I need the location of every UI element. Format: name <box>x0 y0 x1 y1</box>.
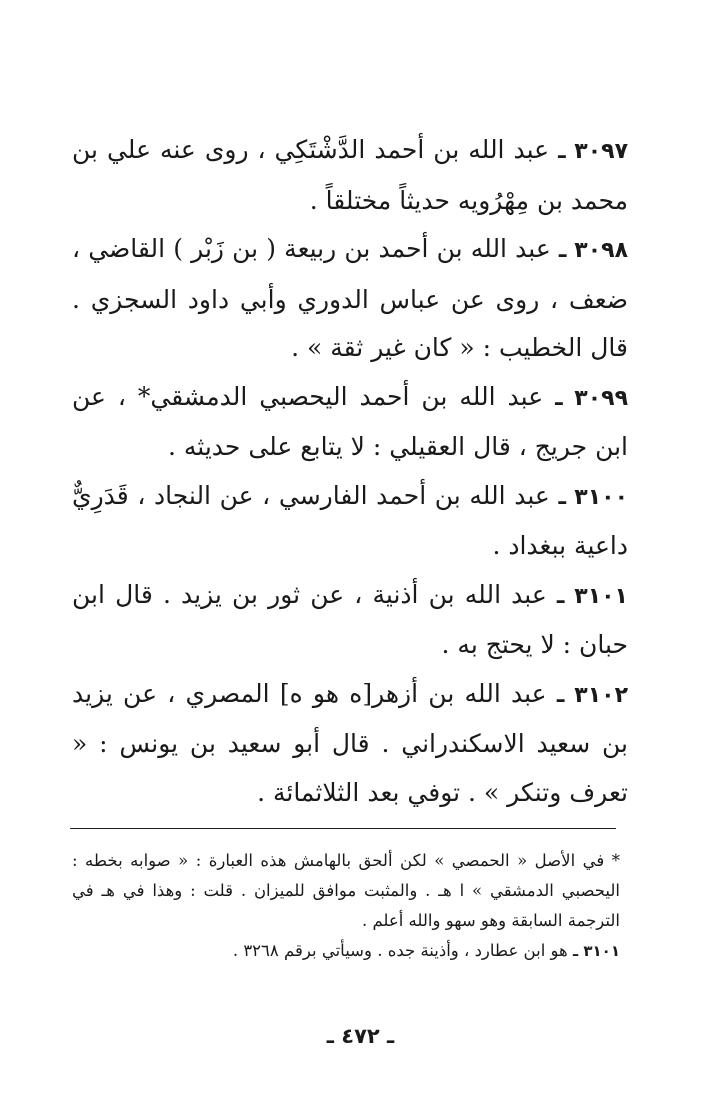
entry-3099 <box>72 373 628 472</box>
footnote-number: ٣١٠١ ـ <box>573 942 620 960</box>
entry-text: عبد الله بن أحمد الدَّشْتَكِي ، روى عنه علي بن محمد بن مِهْرُويه حديثاً مختلقاً . <box>72 135 628 215</box>
entry-number: ٣٠٩٩ ـ <box>555 385 628 411</box>
entry-number: ٣٠٩٨ ـ <box>558 238 629 263</box>
entry-text: عبد الله بن أحمد الفارسي ، عن النجاد ، قَدَرِيٌّ داعية ببغداد . <box>72 480 628 560</box>
footnote-3101 <box>72 936 620 966</box>
entry-text: عبد الله بن أحمد اليحصبي الدمشقي* ، عن ابن جريج ، قال العقيلي : لا يتابع على حديثه . <box>72 381 628 461</box>
entry-3098 <box>72 225 628 373</box>
entry-text: عبد الله بن أحمد بن ربيعة ( بن زَبْر ) القاضي ، ضعف ، روى عن عباس الدوري وأبي داود السجزي . قال الخطيب : « كان غير ثقة » . <box>72 234 628 362</box>
biography-entries <box>72 126 628 817</box>
footnote-divider <box>70 828 616 829</box>
entry-number: ٣١٠٢ ـ <box>556 682 628 708</box>
footnotes <box>72 846 620 966</box>
entry-number: ٣١٠٠ ـ <box>558 484 629 510</box>
entry-number: ٣١٠١ ـ <box>556 583 628 609</box>
entry-number: ٣٠٩٧ ـ <box>558 139 628 164</box>
entry-3097 <box>72 126 628 225</box>
entry-3102 <box>72 670 628 818</box>
footnote-asterisk <box>72 846 620 936</box>
entry-3100 <box>72 472 628 571</box>
footnote-text: * في الأصل « الحمصي » لكن ألحق بالهامش هذه العبارة : « صوابه بخطه : اليحصبي الدمشقي » ا هـ . والمثبت موافق للميزان . قلت : وهذا في هـ في الترجمة السابقة وهو سهو والله أعلم . <box>72 851 620 930</box>
entry-text: عبد الله بن أذنية ، عن ثور بن يزيد . قال ابن حبان : لا يحتج به . <box>72 579 628 659</box>
entry-3101 <box>72 571 628 670</box>
entry-text: عبد الله بن أزهر[ه هو ه] المصري ، عن يزيد بن سعيد الاسكندراني . قال أبو سعيد بن يونس : « تعرف وتنكر » . توفي بعد الثلاثمائة . <box>72 678 628 807</box>
page-number: ـ ٤٧٢ ـ <box>326 1024 395 1048</box>
footnote-text: هو ابن عطارد ، وأذينة جده . وسيأتي برقم ٣٢٦٨ . <box>232 941 568 960</box>
